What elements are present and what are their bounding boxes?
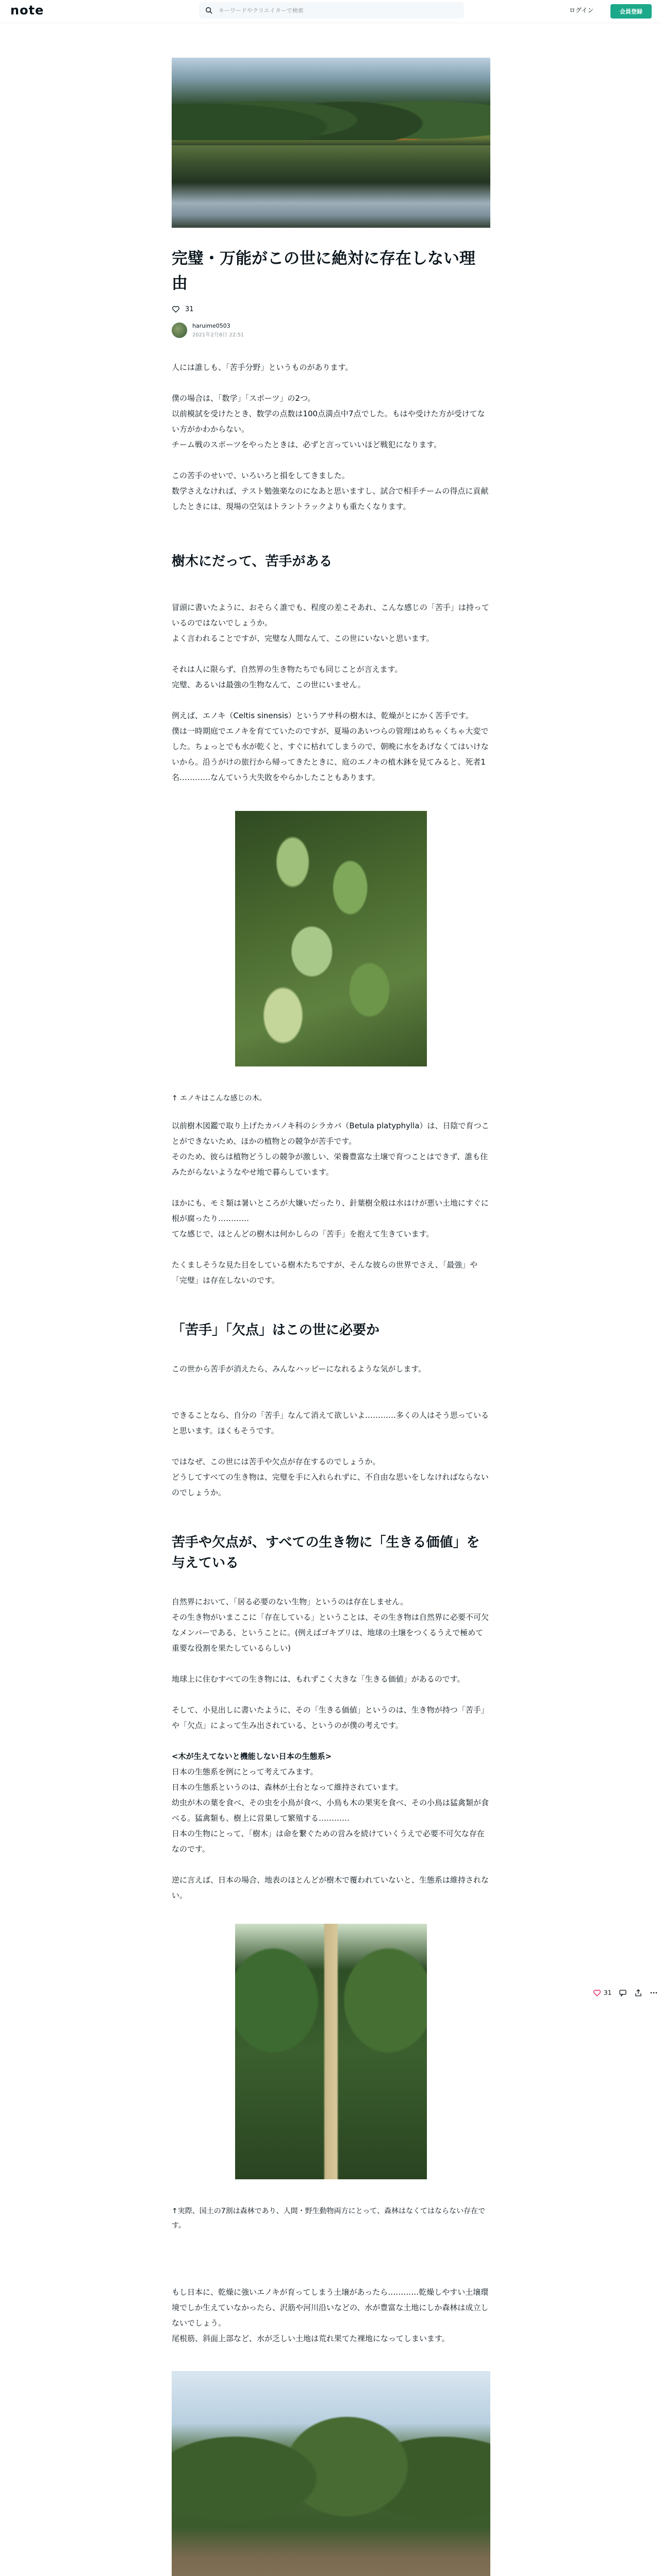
more-icon[interactable]: [650, 1989, 658, 1997]
heading-trees-have-weakness: 樹木にだって、苦手がある: [172, 554, 333, 569]
paragraph: その生き物がいまここに「存在している」ということは、その生き物は自然界に必要不可欠なメンバーである、ということに。(例えばゴキブリは、地球の土壌をつくるうえで極めて重要な役割を果たしているらしい): [172, 1613, 489, 1653]
fab-like-count: 31: [604, 1989, 612, 1996]
note-logo[interactable]: note: [10, 3, 44, 18]
paragraph: 以前模試を受けたとき、数学の点数は100点満点中7点でした。もはや受けた方が受けてない方がかわからない。: [172, 409, 485, 434]
heart-icon[interactable]: [593, 1989, 601, 1997]
paragraph: [172, 1392, 490, 1408]
caption-enoki: ↑ エノキはこんな感じの木。: [172, 1094, 267, 1103]
paragraph: てな感じで、ほとんどの樹木は何かしらの「苦手」を抱えて生きています。: [172, 1229, 434, 1239]
paragraph: [172, 452, 490, 468]
enoki-leaves-photo: [235, 811, 427, 1066]
author-row: [172, 323, 490, 338]
hero-lake-reflection: [172, 145, 490, 228]
paragraph: そのため、彼らは植物どうしの競争が激しい、栄養豊富な土壌で育つことはできず、誰も住みたがらないようなやせ地で暮らしています。: [172, 1152, 488, 1177]
paragraph: それは人に限らず、自然界の生き物たちでも同じことが言えます。: [172, 665, 403, 674]
paragraph: 僕は一時期庭でエノキを育てていたのですが、夏場のあいつらの管理はめちゃくちゃ大変でした。ちょっとでも水が乾くと、すぐに枯れてしまうので、朝晩に水をあげなくてはいけないから。沿うがけの旅行から帰ってきたときに、庭のエノキの植木鉢を見てみると、死者1名…………なんていう大失敗をやらかしたこともあります。: [172, 726, 489, 782]
caption-forest: ↑実際、国土の7割は森林であり、人間・野生動物両方にとって、森林はなくてはならない存在です。: [172, 2207, 486, 2230]
paragraph: [172, 1242, 490, 1257]
paragraph: 日本の生物にとって、「樹木」は命を繋ぐための営みを続けていくうえで必要不可欠な存在なのです。: [172, 1829, 485, 1854]
search-icon: [205, 7, 212, 14]
fab-like[interactable]: [593, 1989, 611, 1997]
heading-weakness-necessary: 「苦手」「欠点」はこの世に必要か: [172, 1323, 380, 1338]
paragraph: たくましそうな見た目をしている樹木たちですが、そんな彼らの世界でさえ、「最強」や「完璧」は存在しないのです。: [172, 1260, 478, 1285]
author-avatar[interactable]: [172, 323, 187, 338]
paragraph: 日本の生態系を例にとって考えてみます。: [172, 1767, 318, 1776]
paragraph: そして、小見出しに書いたように、その「生きる価値」というのは、生き物が持つ「苦手」や「欠点」によって生み出されている、というのが僕の考えです。: [172, 1705, 489, 1730]
paragraph: 人には誰しも、「苦手分野」というものがあります。: [172, 363, 353, 372]
paragraph: ではなぜ、この世には苦手や欠点が存在するのでしょうか。: [172, 1457, 380, 1466]
paragraph: [172, 1656, 490, 1671]
paragraph: [172, 692, 490, 708]
paragraph: よく言われることですが、完璧な人間なんて、この世にいないと思います。: [172, 634, 434, 643]
paragraph-group-other-trees: [172, 1118, 490, 1288]
hero-image-lake-forest: [172, 58, 490, 228]
paragraph-group-dry-land: [172, 2284, 490, 2346]
publish-date: 2021年2月8日 22:51: [192, 332, 244, 338]
article-title: 完璧・万能がこの世に絶対に存在しない理由: [172, 249, 475, 293]
paragraph: 地球上に住むすべての生き物には、もれずこく大きな「生きる価値」があるのです。: [172, 1674, 465, 1684]
paragraph: この苦手のせいで、いろいろと損をしてきました。: [172, 471, 350, 480]
paragraph: チーム戦のスポーツをやったときは、必ずと言っていいほど戦犯になります。: [172, 440, 442, 449]
paragraph: どうしてすべての生き物は、完璧を手に入れられずに、不自由な思いをしなければならないのでしょうか。: [172, 1472, 489, 1497]
like-count: 31: [185, 305, 194, 313]
paragraph: もし日本に、乾燥に強いエノキが育ってしまう土壌があったら…………乾燥しやすい土壌環境でしか生えていなかったら、沢筋や河川沿いなどの、水が豊富な土地にしか森林は成立しないでしょう。: [172, 2287, 489, 2328]
paragraph: ほかにも、モミ類は暑いところが大嫌いだったり、針葉樹全般は水はけが悪い土地にすぐに根が腐ったり…………: [172, 1198, 489, 1223]
paragraph: [172, 1857, 490, 1872]
riverside-enoki-photo: [172, 2371, 490, 2576]
paragraph: 数学さえなければ、テスト勉強楽なのになあと思いますし、試合で相手チームの得点に貢献したときには、現場の空気はトラントラックよりも重たくなります。: [172, 486, 489, 511]
article-body: [172, 360, 490, 2576]
author-meta: [192, 323, 244, 338]
paragraph-group-ecosystem: [172, 1594, 490, 1903]
paragraph: [172, 1377, 490, 1392]
paragraph: 例えば、エノキ（Celtis sinensis）というアサ科の樹木は、乾燥がとにかく苦手です。: [172, 711, 473, 720]
forest-path-photo: [235, 1924, 427, 2179]
paragraph: 日本の生態系というのは、森林が土台となって維持されています。: [172, 1783, 403, 1792]
paragraph: 完璧、あるいは最強の生物なんて、この世にいません。: [172, 680, 366, 689]
paragraph: 逆に言えば、日本の場合、地表のほとんどが樹木で覆われていないと、生態系は維持されない。: [172, 1875, 489, 1900]
paragraph: [172, 646, 490, 662]
paragraph: この世から苦手が消えたら、みんなハッピーになれるような気がします。: [172, 1364, 426, 1374]
paragraph: 自然界において、「居る必要のない生物」というのは存在しません。: [172, 1597, 408, 1606]
comment-icon[interactable]: [619, 1989, 627, 1997]
site-header: [0, 0, 662, 23]
heart-icon[interactable]: [172, 305, 180, 313]
like-row: [172, 305, 490, 313]
signup-button[interactable]: 会員登録: [610, 4, 652, 19]
paragraph-group-trees: [172, 600, 490, 785]
paragraph: 幼虫が木の葉を食べ、その虫を小鳥が食べ、小鳥も木の果実を食べ、その小鳥は猛禽類が食べる。猛禽類も、樹上に営巣して繁殖する…………: [172, 1798, 489, 1823]
paragraph: 尾根筋、斜面上部など、水が乏しい土地は荒れ果てた裸地になってしまいます。: [172, 2334, 450, 2343]
author-name[interactable]: haruime0503: [192, 323, 230, 329]
paragraph: [172, 375, 490, 391]
search-input[interactable]: [218, 7, 457, 14]
floating-action-bar: [593, 1989, 658, 1997]
paragraph: [172, 1180, 490, 1195]
search-box[interactable]: [199, 2, 464, 19]
paragraph: [172, 1733, 490, 1749]
heading-value-of-life: 苦手や欠点が、すべての生き物に「生きる価値」を与えている: [172, 1535, 480, 1571]
paragraph: 以前樹木図鑑で取り上げたカバノキ科のシラカバ（Betula platyphylla）は、日陰で育つことができないため、ほかの植物との競争が苦手です。: [172, 1121, 489, 1146]
paragraph-group-intro: [172, 360, 490, 514]
paragraph-group-why-weakness: [172, 1361, 490, 1500]
paragraph: [172, 1438, 490, 1454]
paragraph: 冒頭に書いたように、おそらく誰でも、程度の差こそあれ、こんな感じの「苦手」は持っているのではないでしょうか。: [172, 603, 489, 628]
hero-forest: [172, 73, 490, 140]
paragraph: 僕の場合は、「数学」「スポーツ」の2つ。: [172, 394, 316, 403]
paragraph: できることなら、自分の「苦手」なんて消えて欲しいよ…………多くの人はそう思っていると思います。ほくもそうです。: [172, 1411, 489, 1435]
article: [172, 58, 490, 2576]
login-link[interactable]: ログイン: [569, 7, 594, 14]
paragraph: <木が生えてないと機能しない日本の生態系>: [172, 1752, 332, 1761]
paragraph: [172, 1687, 490, 1702]
share-icon[interactable]: [634, 1989, 642, 1997]
